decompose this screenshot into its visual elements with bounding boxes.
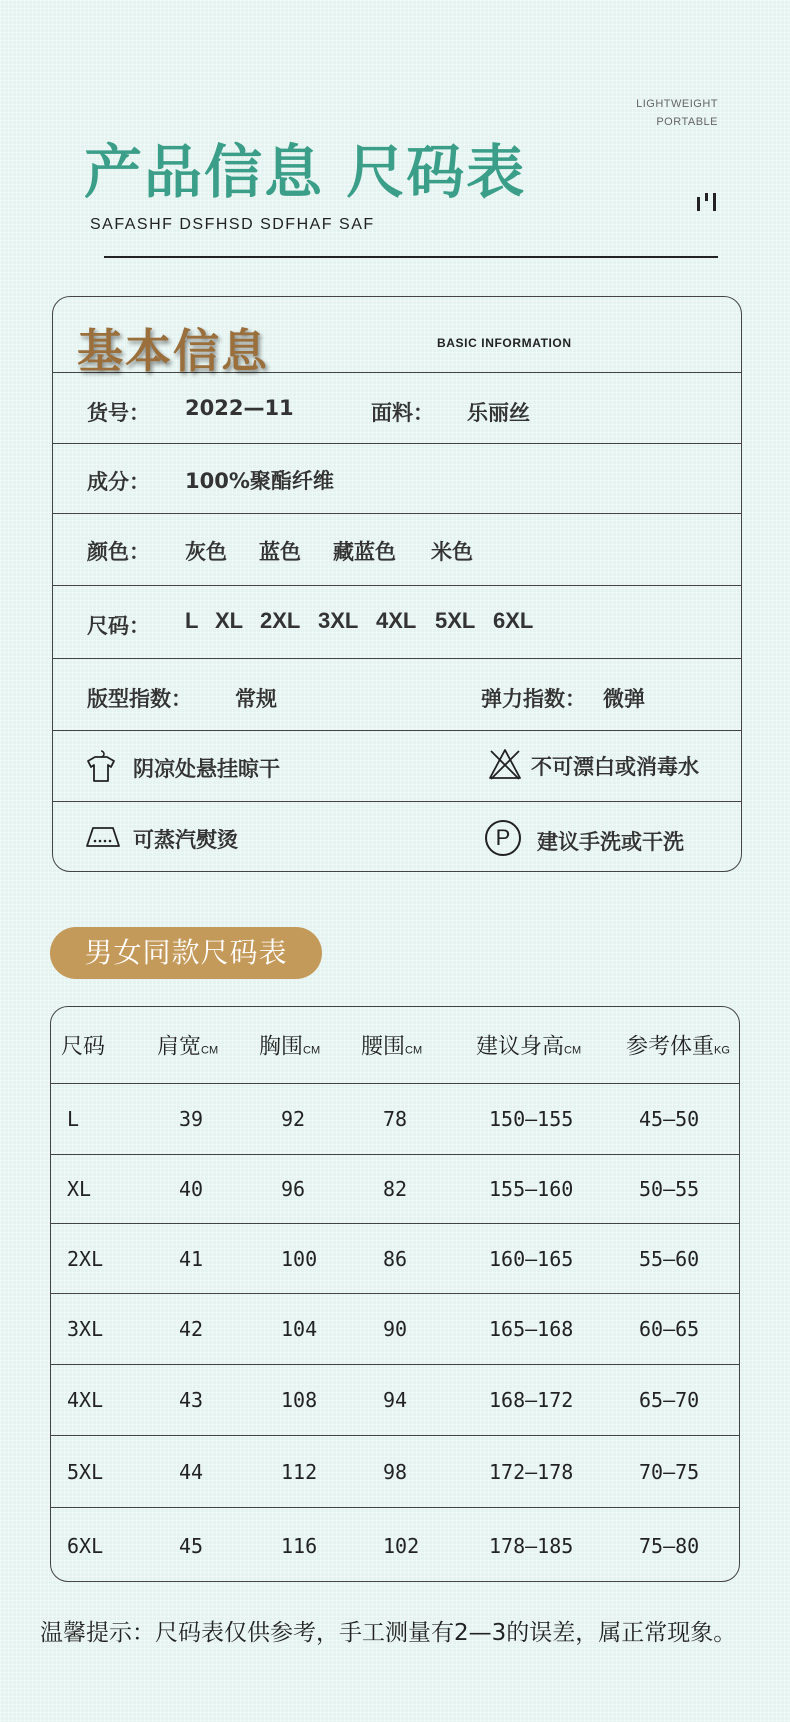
header-shoulder: 肩宽CM (157, 1034, 219, 1060)
header-waist: 腰围CM (361, 1034, 423, 1060)
size-2xl: 2XL (260, 608, 301, 633)
table-cell: 6XL (67, 1533, 104, 1558)
fit-label: 版型指数： (87, 687, 192, 711)
table-cell: L (67, 1107, 80, 1131)
page-title: 产品信息 尺码表 (84, 138, 527, 206)
color-gray: 灰色 (185, 540, 227, 564)
table-row (51, 1155, 739, 1224)
table-cell: 43 (179, 1388, 204, 1412)
table-cell: 2XL (67, 1246, 104, 1271)
color-blue: 蓝色 (259, 540, 301, 564)
table-cell: 42 (179, 1317, 204, 1341)
table-cell: 75—80 (639, 1533, 700, 1558)
info-row-colors (53, 514, 741, 586)
item-no-value: 2022—11 (185, 396, 294, 420)
fabric-label: 面料： (371, 401, 434, 425)
table-cell: 108 (281, 1388, 318, 1412)
table-cell: 70—75 (639, 1459, 700, 1484)
size-6xl: 6XL (493, 608, 534, 633)
header-weight: 参考体重KG (626, 1034, 730, 1060)
page-subtitle: SAFASHF DSFHSD SDFHAF SAF (90, 216, 375, 233)
care-wash: 建议手洗或干洗 (537, 830, 684, 854)
header-height: 建议身高CM (476, 1034, 582, 1060)
size-chart-pill: 男女同款尺码表 (50, 927, 322, 979)
care-steam-iron: 可蒸汽熨烫 (133, 828, 238, 852)
table-cell: 172—178 (489, 1459, 574, 1484)
header-divider (104, 256, 718, 258)
item-no-label: 货号： (87, 401, 150, 425)
tagline-line2: PORTABLE (656, 116, 718, 128)
size-5xl: 5XL (435, 608, 476, 633)
table-cell: 102 (383, 1533, 420, 1558)
table-row (51, 1084, 739, 1155)
tagline (636, 95, 718, 131)
table-cell: 155—160 (489, 1177, 574, 1201)
fabric-value: 乐丽丝 (467, 401, 530, 425)
basic-info-panel (52, 296, 742, 872)
no-bleach-icon (487, 747, 523, 781)
info-row-sizes (53, 586, 741, 659)
info-row-care-1 (53, 731, 741, 802)
size-table (50, 1006, 740, 1582)
hang-dry-icon (85, 749, 117, 783)
table-cell: 98 (383, 1459, 408, 1484)
table-cell: 116 (281, 1533, 318, 1558)
table-cell: 65—70 (639, 1388, 700, 1412)
table-cell: 45—50 (639, 1107, 700, 1131)
table-cell: 100 (281, 1246, 318, 1271)
table-cell: 50—55 (639, 1177, 700, 1201)
size-4xl: 4XL (376, 608, 417, 633)
tagline-line1: LIGHTWEIGHT (636, 98, 718, 110)
table-row (51, 1294, 739, 1365)
info-title-row (53, 297, 741, 378)
info-row-fit (53, 659, 741, 731)
color-navy: 藏蓝色 (333, 540, 396, 564)
fit-value: 常规 (235, 687, 277, 711)
table-row (51, 1436, 739, 1508)
table-row (51, 1365, 739, 1436)
table-cell: 55—60 (639, 1246, 700, 1271)
size-xl: XL (215, 608, 244, 633)
table-cell: 40 (179, 1177, 204, 1201)
color-beige: 米色 (431, 540, 473, 564)
table-cell: 60—65 (639, 1317, 700, 1341)
table-header-row (51, 1007, 739, 1084)
table-cell: 90 (383, 1317, 408, 1341)
table-cell: 96 (281, 1177, 306, 1201)
table-cell: 150—155 (489, 1107, 574, 1131)
steam-iron-icon (85, 824, 121, 850)
info-title-en: BASIC INFORMATION (437, 336, 572, 350)
table-cell: 5XL (67, 1459, 104, 1484)
decorative-bars-icon (695, 193, 723, 211)
stretch-value: 微弹 (603, 687, 645, 711)
table-cell: 41 (179, 1246, 204, 1271)
table-cell: 160—165 (489, 1246, 574, 1271)
table-cell: 92 (281, 1107, 306, 1131)
table-cell: 39 (179, 1107, 204, 1131)
header-chest: 胸围CM (259, 1034, 321, 1060)
size-note: 温馨提示：尺码表仅供参考，手工测量有2—3的误差，属正常现象。 (40, 1620, 737, 1646)
table-cell: 78 (383, 1107, 408, 1131)
composition-value: 100%聚酯纤维 (185, 469, 334, 493)
table-cell: 94 (383, 1388, 408, 1412)
table-cell: 4XL (67, 1388, 104, 1412)
table-cell: 165—168 (489, 1317, 574, 1341)
table-row (51, 1224, 739, 1294)
table-cell: 3XL (67, 1317, 104, 1341)
info-row-item-no (53, 373, 741, 444)
color-label: 颜色： (87, 540, 150, 564)
table-cell: 44 (179, 1459, 204, 1484)
table-cell: 104 (281, 1317, 318, 1341)
composition-label: 成分： (87, 470, 150, 494)
dry-clean-icon: P (485, 820, 521, 856)
size-label: 尺码： (87, 614, 150, 638)
table-cell: 168—172 (489, 1388, 574, 1412)
table-cell: 45 (179, 1533, 204, 1558)
care-hang-dry: 阴凉处悬挂晾干 (133, 757, 280, 781)
header-size: 尺码 (61, 1034, 106, 1060)
info-title: 基本信息 (77, 324, 269, 378)
table-cell: 82 (383, 1177, 408, 1201)
info-row-care-2 (53, 802, 741, 872)
table-cell: 86 (383, 1246, 408, 1271)
table-row (51, 1508, 739, 1582)
table-cell: 112 (281, 1459, 318, 1484)
table-cell: XL (67, 1177, 92, 1201)
table-cell: 178—185 (489, 1533, 574, 1558)
size-3xl: 3XL (318, 608, 359, 633)
size-l: L (185, 608, 199, 633)
care-no-bleach: 不可漂白或消毒水 (531, 755, 699, 779)
stretch-label: 弹力指数： (481, 687, 586, 711)
info-row-composition (53, 444, 741, 514)
